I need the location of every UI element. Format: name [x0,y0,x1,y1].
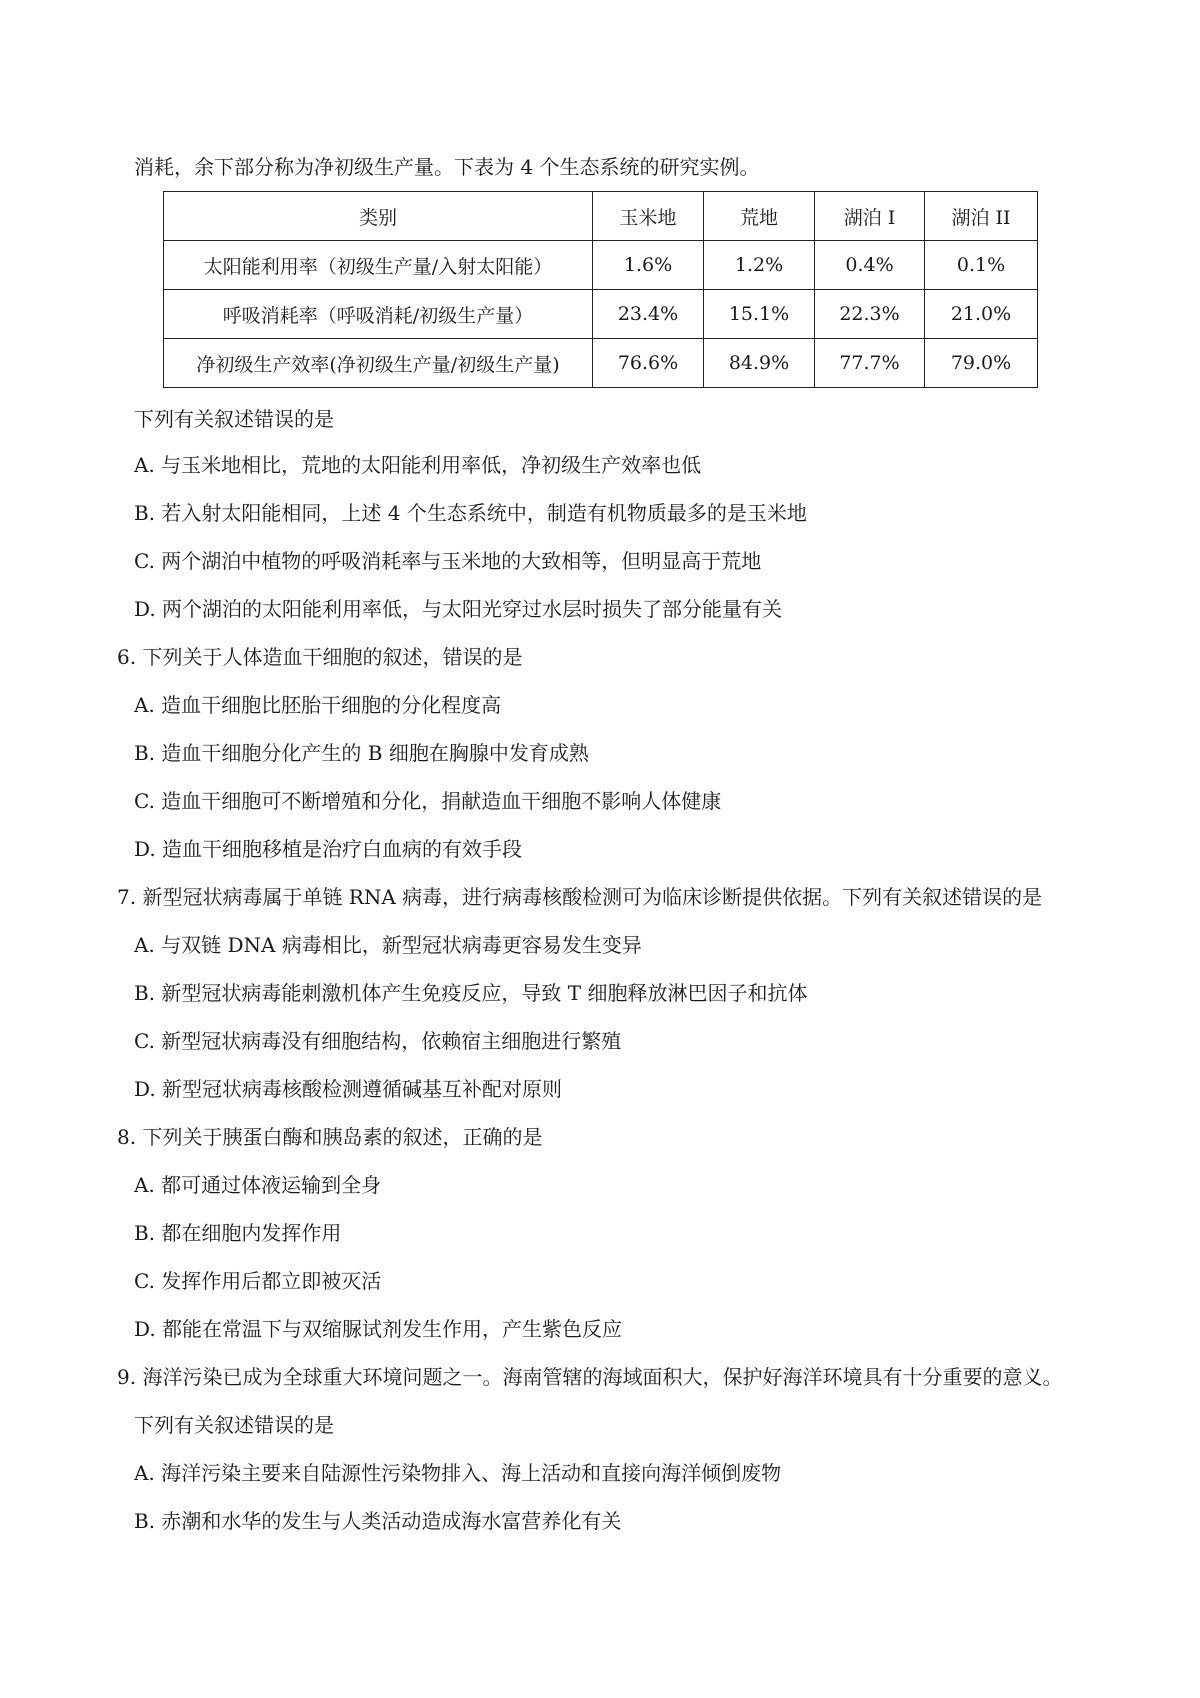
q9-option-a: A. 海洋污染主要来自陆源性污染物排入、海上活动和直接向海洋倾倒废物 [134,1461,782,1485]
q8-option-c: C. 发挥作用后都立即被灭活 [134,1269,382,1293]
table-cell: 22.3% [815,290,925,339]
table-header-cell: 湖泊 II [925,192,1038,241]
q9-stem: 9. 海洋污染已成为全球重大环境问题之一。海南管辖的海域面积大，保护好海洋环境具有十分重要的意义。 [117,1365,1063,1389]
q8-option-d: D. 都能在常温下与双缩脲试剂发生作用，产生紫色反应 [134,1317,623,1341]
table-header-row [164,192,1038,241]
q6-option-a: A. 造血干细胞比胚胎干细胞的分化程度高 [134,693,502,717]
q6-stem: 6. 下列关于人体造血干细胞的叙述，错误的是 [117,645,523,669]
table-cell: 84.9% [704,339,815,388]
q9-stem-continued: 下列有关叙述错误的是 [134,1413,334,1437]
table-cell: 23.4% [593,290,704,339]
q7-option-b: B. 新型冠状病毒能刺激机体产生免疫反应，导致 T 细胞释放淋巴因子和抗体 [134,981,808,1005]
q8-stem: 8. 下列关于胰蛋白酶和胰岛素的叙述，正确的是 [117,1125,543,1149]
table-cell: 79.0% [925,339,1038,388]
table-cell: 76.6% [593,339,704,388]
ecosystem-table [163,191,1038,388]
table-cell: 呼吸消耗率（呼吸消耗/初级生产量） [164,290,593,339]
q6-option-c: C. 造血干细胞可不断增殖和分化，捐献造血干细胞不影响人体健康 [134,789,722,813]
intro-text: 消耗，余下部分称为净初级生产量。下表为 4 个生态系统的研究实例。 [134,155,760,179]
table-cell: 15.1% [704,290,815,339]
table-header-cell: 湖泊 I [815,192,925,241]
table-row [164,339,1038,388]
table-cell: 0.1% [925,241,1038,290]
q6-option-d: D. 造血干细胞移植是治疗白血病的有效手段 [134,837,523,861]
table-cell: 0.4% [815,241,925,290]
table-header-cell: 玉米地 [593,192,704,241]
q9-option-b: B. 赤潮和水华的发生与人类活动造成海水富营养化有关 [134,1509,622,1533]
table-cell: 1.6% [593,241,704,290]
q5-stem: 下列有关叙述错误的是 [134,407,334,431]
table-header-cell: 类别 [164,192,593,241]
q5-option-c: C. 两个湖泊中植物的呼吸消耗率与玉米地的大致相等，但明显高于荒地 [134,549,762,573]
q5-option-d: D. 两个湖泊的太阳能利用率低，与太阳光穿过水层时损失了部分能量有关 [134,597,783,621]
q8-option-b: B. 都在细胞内发挥作用 [134,1221,342,1245]
q8-option-a: A. 都可通过体液运输到全身 [134,1173,382,1197]
q5-option-a: A. 与玉米地相比，荒地的太阳能利用率低，净初级生产效率也低 [134,453,702,477]
table-cell: 净初级生产效率(净初级生产量/初级生产量) [164,339,593,388]
q7-option-d: D. 新型冠状病毒核酸检测遵循碱基互补配对原则 [134,1077,563,1101]
table-cell: 1.2% [704,241,815,290]
table-cell: 77.7% [815,339,925,388]
table-cell: 21.0% [925,290,1038,339]
table-row [164,290,1038,339]
table-row [164,241,1038,290]
q6-option-b: B. 造血干细胞分化产生的 B 细胞在胸腺中发育成熟 [134,741,589,765]
q7-option-a: A. 与双链 DNA 病毒相比，新型冠状病毒更容易发生变异 [134,933,642,957]
table-cell: 太阳能利用率（初级生产量/入射太阳能） [164,241,593,290]
q7-option-c: C. 新型冠状病毒没有细胞结构，依赖宿主细胞进行繁殖 [134,1029,622,1053]
q5-option-b: B. 若入射太阳能相同，上述 4 个生态系统中，制造有机物质最多的是玉米地 [134,501,807,525]
table-header-cell: 荒地 [704,192,815,241]
q7-stem: 7. 新型冠状病毒属于单链 RNA 病毒，进行病毒核酸检测可为临床诊断提供依据。下列有关叙述错误的是 [117,885,1043,909]
